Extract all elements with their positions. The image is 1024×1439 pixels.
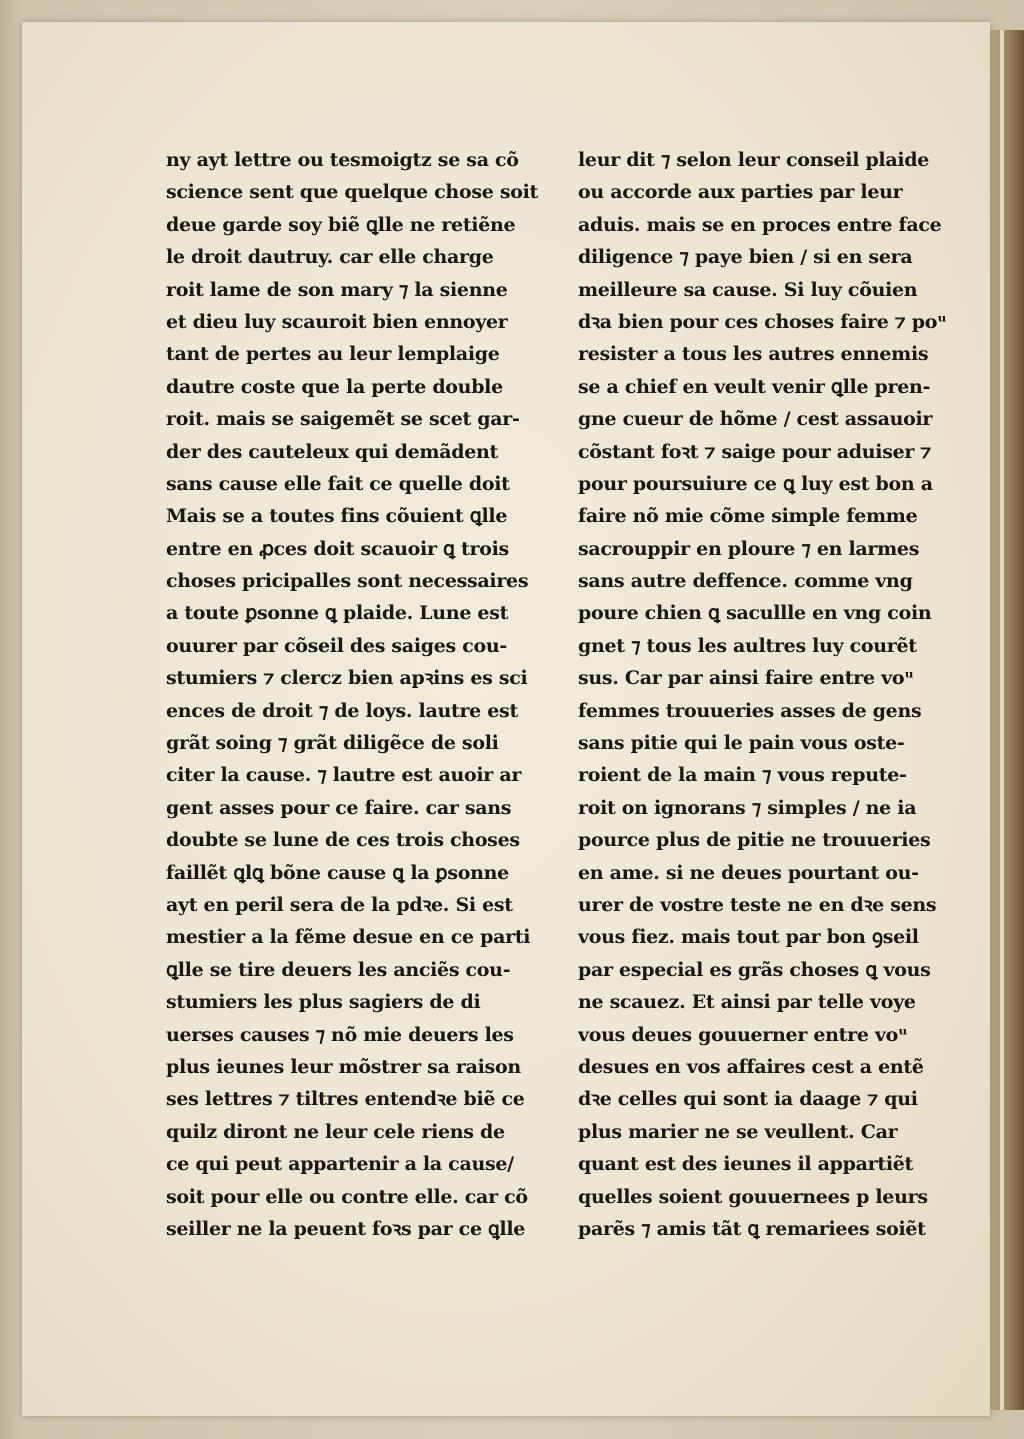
text-line: femmes trouueries asses de gens	[578, 699, 922, 722]
text-line: quant est des ieunes il appartiẽt	[578, 1153, 914, 1176]
text-line: resister a tous les autres ennemis	[578, 343, 929, 366]
text-line: sans cause elle fait ce quelle doit	[166, 472, 510, 495]
text-line: deue garde soy biẽ ꝗlle ne retiẽne	[166, 213, 516, 236]
text-line: ouurer par cõseil des saiges cou-	[166, 634, 507, 657]
text-line: plus marier ne se veullent. Car	[578, 1120, 898, 1143]
text-line: vous fiez. mais tout par bon ꝯseil	[578, 926, 919, 949]
text-line: leur dit ⁊ selon leur conseil plaide	[578, 149, 930, 171]
text-line: doubte se lune de ces trois choses	[166, 829, 520, 852]
text-line: sans autre deffence. comme vng	[578, 570, 913, 593]
text-line: gent asses pour ce faire. car sans	[166, 796, 512, 819]
text-line: pource plus de pitie ne trouueries	[578, 829, 931, 852]
text-line: grãt soing ⁊ grãt diligẽce de soli	[166, 732, 499, 755]
text-line: sacrouppir en ploure ⁊ en larmes	[578, 537, 920, 560]
text-line: ses lettres ⁊ tiltres entendꝛe biẽ ce	[166, 1088, 525, 1111]
text-line: faillẽt ꝗlꝗ bõne cause ꝗ la ꝑsonne	[166, 861, 509, 884]
text-line: soit pour elle ou contre elle. car cõ	[166, 1185, 528, 1208]
text-line: quelles soient gouuernees p leurs	[578, 1185, 928, 1208]
text-line: choses pricipalles sont necessaires	[166, 570, 529, 593]
right-text-column	[578, 144, 998, 1245]
text-line: mestier a la fẽme desue en ce parti	[166, 926, 531, 949]
text-line: meilleure sa cause. Si luy cõuien	[578, 278, 918, 301]
text-line: dꝛa bien pour ces choses faire ⁊ poᵘ	[578, 310, 947, 333]
text-line: se a chief en veult venir ꝗlle pren-	[578, 375, 931, 398]
text-line: dautre coste que la perte double	[166, 375, 503, 398]
text-line: roient de la main ⁊ vous repute-	[578, 764, 907, 787]
text-line: uerses causes ⁊ nõ mie deuers les	[166, 1023, 514, 1046]
text-line: faire nõ mie cõme simple femme	[578, 505, 918, 528]
text-line: stumiers les plus sagiers de di	[166, 991, 481, 1014]
text-line: roit. mais se saigemẽt se scet gar-	[166, 408, 520, 431]
text-line: vous deues gouuerner entre voᵘ	[578, 1023, 908, 1046]
text-line: citer la cause. ⁊ lautre est auoir ar	[166, 764, 522, 787]
text-line: roit lame de son mary ⁊ la sienne	[166, 278, 508, 301]
text-line: ne scauez. Et ainsi par telle voye	[578, 991, 916, 1014]
text-line: pour poursuiure ce ꝗ luy est bon a	[578, 472, 933, 495]
text-line: parẽs ⁊ amis tãt ꝗ remariees soiẽt	[578, 1217, 926, 1240]
text-line: seiller ne la peuent foꝛs par ce ꝗlle	[166, 1217, 526, 1240]
text-line: science sent que quelque chose soit	[166, 181, 538, 204]
text-line: gne cueur de hõme / cest assauoir	[578, 408, 933, 431]
text-line: diligence ⁊ paye bien / si en sera	[578, 246, 913, 269]
text-line: sans pitie qui le pain vous oste-	[578, 732, 905, 755]
text-line: ce qui peut appartenir a la cause/	[166, 1153, 514, 1176]
text-line: tant de pertes au leur lemplaige	[166, 343, 500, 366]
text-line: en ame. si ne deues pourtant ou-	[578, 861, 919, 884]
text-line: Mais se a toutes fins cõuient ꝗlle	[166, 505, 508, 528]
text-line: stumiers ⁊ clercz bien apꝛins es sci	[166, 667, 528, 690]
text-line: der des cauteleux qui demãdent	[166, 440, 498, 463]
text-line: gnet ⁊ tous les aultres luy courẽt	[578, 634, 917, 657]
text-line: quilz diront ne leur cele riens de	[166, 1120, 505, 1143]
text-line: ny ayt lettre ou tesmoigtz se sa cõ	[166, 149, 519, 171]
text-line: desues en vos affaires cest a entẽ	[578, 1055, 924, 1078]
text-line: ꝗlle se tire deuers les anciẽs cou-	[166, 958, 511, 981]
text-line: cõstant foꝛt ⁊ saige pour aduiser ⁊	[578, 440, 931, 463]
left-text-column	[166, 144, 586, 1245]
text-line: et dieu luy scauroit bien ennoyer	[166, 310, 508, 333]
text-line: par especial es grãs choses ꝗ vous	[578, 958, 931, 981]
text-line: sus. Car par ainsi faire entre voᵘ	[578, 667, 914, 690]
text-line: poure chien ꝗ sacullle en vng coin	[578, 602, 932, 625]
text-line: ences de droit ⁊ de loys. lautre est	[166, 699, 518, 722]
text-line: dꝛe celles qui sont ia daage ⁊ qui	[578, 1088, 918, 1111]
text-line: roit on ignorans ⁊ simples / ne ia	[578, 796, 917, 819]
text-line: entre en ꝓces doit scauoir ꝗ trois	[166, 537, 509, 560]
text-line: urer de vostre teste ne en dꝛe sens	[578, 893, 937, 916]
text-line: le droit dautruy. car elle charge	[166, 246, 494, 269]
text-line: ayt en peril sera de la pdꝛe. Si est	[166, 893, 513, 916]
text-line: a toute ꝑsonne ꝗ plaide. Lune est	[166, 602, 509, 625]
text-line: ou accorde aux parties par leur	[578, 181, 903, 204]
text-line: plus ieunes leur mõstrer sa raison	[166, 1055, 521, 1078]
text-line: aduis. mais se en proces entre face	[578, 213, 942, 236]
